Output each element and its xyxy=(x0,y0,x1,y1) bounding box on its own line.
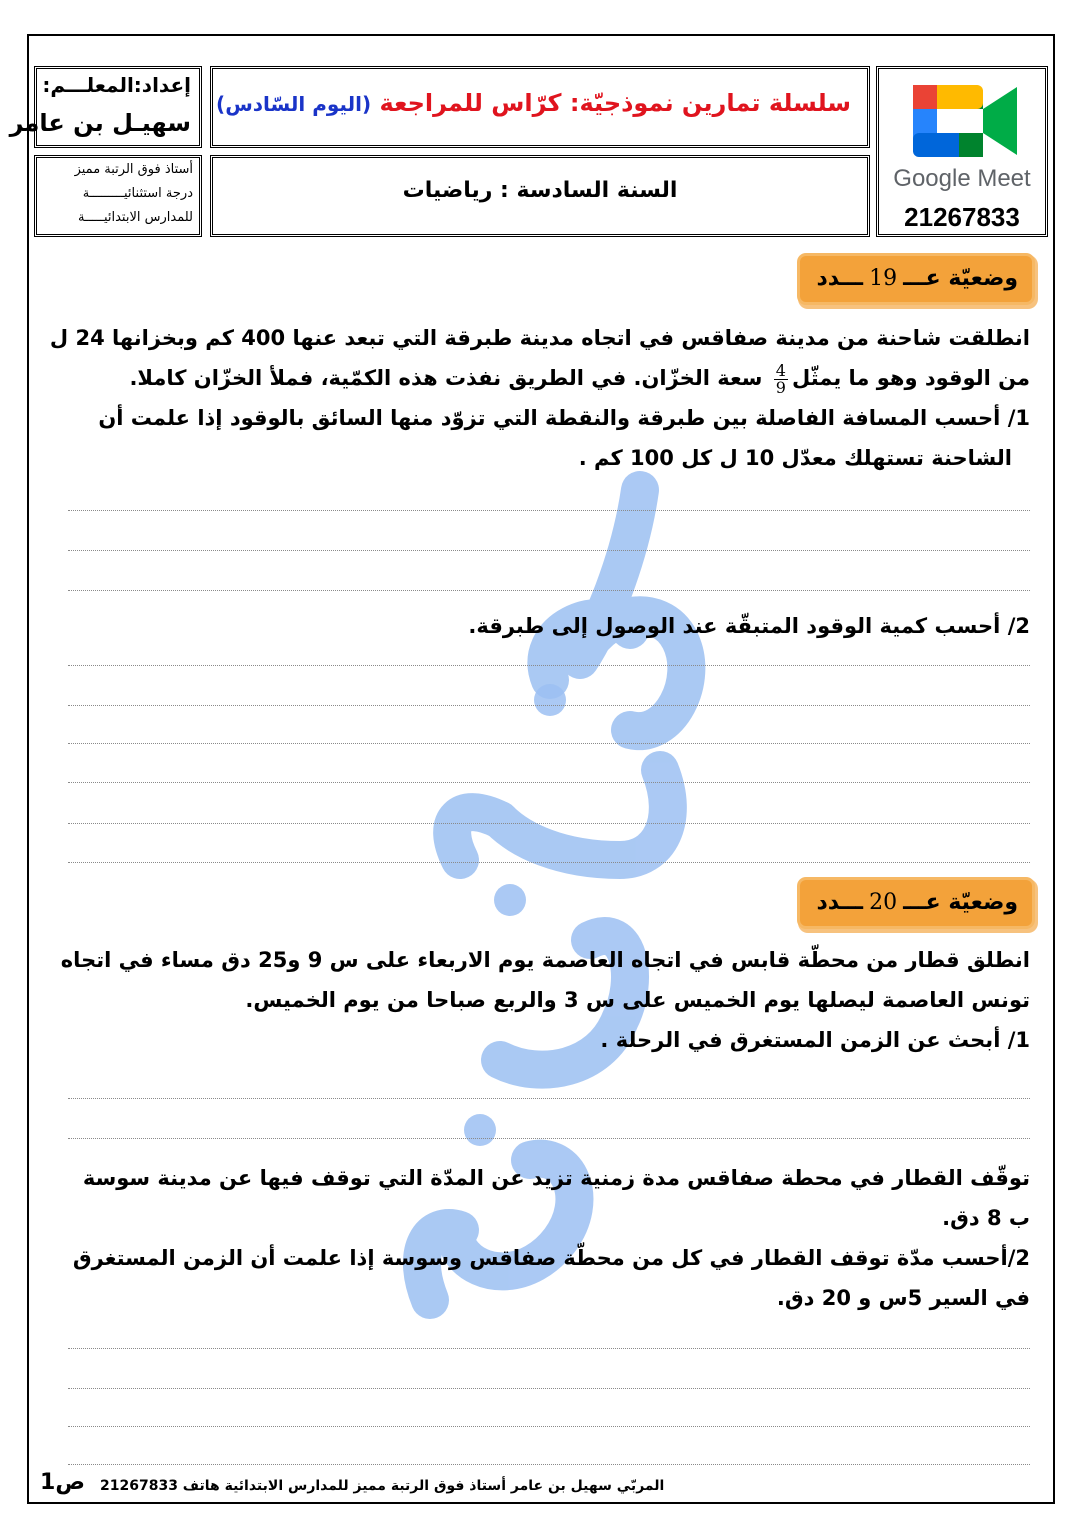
answer-line[interactable] xyxy=(68,1098,1030,1099)
qualification-box xyxy=(34,155,202,237)
subject-title: السنة السادسة : رياضيات xyxy=(402,178,678,203)
text-line: من الوقود وهو ما يمثّل $\frac{4}{9}$ سعة الخزّان. في الطريق نفذت هذه الكمّية، فملأ الخزّان كاملا. xyxy=(129,360,1030,397)
text-line: توقّف القطار في محطة صفاقس مدة زمنية تزيد عن المدّة التي توقف فيها عن مدينة سوسة xyxy=(82,1166,1030,1190)
meet-logo-box xyxy=(876,66,1048,237)
answer-line[interactable] xyxy=(68,1348,1030,1349)
page-number: ص1 xyxy=(40,1470,85,1495)
answer-line[interactable] xyxy=(68,823,1030,824)
day-label: (اليوم السّادس) xyxy=(216,92,372,116)
answer-line[interactable] xyxy=(68,550,1030,551)
question-2: 2/أحسب مدّة توقف القطار في كل من محطّة صفاقس وسوسة إذا علمت أن الزمن المستغرق xyxy=(72,1246,1030,1270)
answer-line[interactable] xyxy=(68,862,1030,863)
title-box xyxy=(210,66,870,148)
situation-badge-19: وضعيّة عـــ19ـــدد xyxy=(800,256,1032,302)
logo-text: Google Meet xyxy=(893,165,1031,192)
series-title: سلسلة تمارين نموذجيّة: كرّاس للمراجعة (اليوم السّادس) xyxy=(216,89,851,117)
question-2: 2/ أحسب كمية الوقود المتبقّة عند الوصول إلى طبرقة. xyxy=(468,614,1030,638)
answer-line[interactable] xyxy=(68,1464,1030,1465)
teacher-label: إعداد:المعلـــم: xyxy=(42,73,191,97)
situation-badge-20: وضعيّة عـــ20ـــدد xyxy=(800,880,1032,926)
qualification-line: أستاذ فوق الرتبة مميز xyxy=(74,162,193,177)
answer-line[interactable] xyxy=(68,590,1030,591)
fraction: $\frac{4}{9}$ xyxy=(775,360,786,397)
answer-line[interactable] xyxy=(68,665,1030,666)
footer-text: المربّي سهيل بن عامر أستاذ فوق الرتبة مميز للمدارس الابتدائية هاتف 21267833 xyxy=(100,1478,665,1494)
question-1-cont: الشاحنة تستهلك معدّل 10 ل كل 100 كم . xyxy=(578,446,1012,470)
teacher-box xyxy=(9,66,202,148)
text-line: تونس العاصمة ليصلها يوم الخميس على س 3 والربع صباحا من يوم الخميس. xyxy=(245,988,1030,1012)
answer-line[interactable] xyxy=(68,782,1030,783)
answer-line[interactable] xyxy=(68,1388,1030,1389)
question-1: 1/ أبحث عن الزمن المستغرق في الرحلة . xyxy=(600,1028,1030,1052)
answer-line[interactable] xyxy=(68,1138,1030,1139)
text-line: ب 8 دق. xyxy=(942,1206,1030,1230)
question-1: 1/ أحسب المسافة الفاصلة بين طبرقة والنقطة التي تزوّد منها السائق بالوقود إذا علمت أن xyxy=(98,406,1030,430)
answer-line[interactable] xyxy=(68,705,1030,706)
text-line: انطلق قطار من محطّة قابس في اتجاه العاصمة يوم الاربعاء على س 9 و25 دق مساء في اتجاه xyxy=(60,948,1030,972)
qualification-line: للمدارس الابتدائيـــــة xyxy=(77,210,193,225)
qualification-line: درجة استثنائيـــــــــة xyxy=(82,186,193,201)
teacher-name: سهيـل بن عامر xyxy=(9,109,191,137)
text-line: انطلقت شاحنة من مدينة صفاقس في اتجاه مدينة طبرقة التي تبعد عنها 400 كم وبخزانها 24 ل xyxy=(49,326,1030,350)
answer-line[interactable] xyxy=(68,1426,1030,1427)
subject-box xyxy=(210,155,870,237)
situation-20-extra xyxy=(40,1158,1030,1318)
question-2-cont: في السير 5س و 20 دق. xyxy=(776,1286,1030,1310)
situation-20-text xyxy=(40,940,1030,1060)
situation-19-q2 xyxy=(40,606,1030,646)
situation-19-text xyxy=(40,318,1030,478)
answer-line[interactable] xyxy=(68,510,1030,511)
google-meet-icon xyxy=(909,81,1021,161)
answer-line[interactable] xyxy=(68,743,1030,744)
phone-number: 21267833 xyxy=(904,202,1020,232)
